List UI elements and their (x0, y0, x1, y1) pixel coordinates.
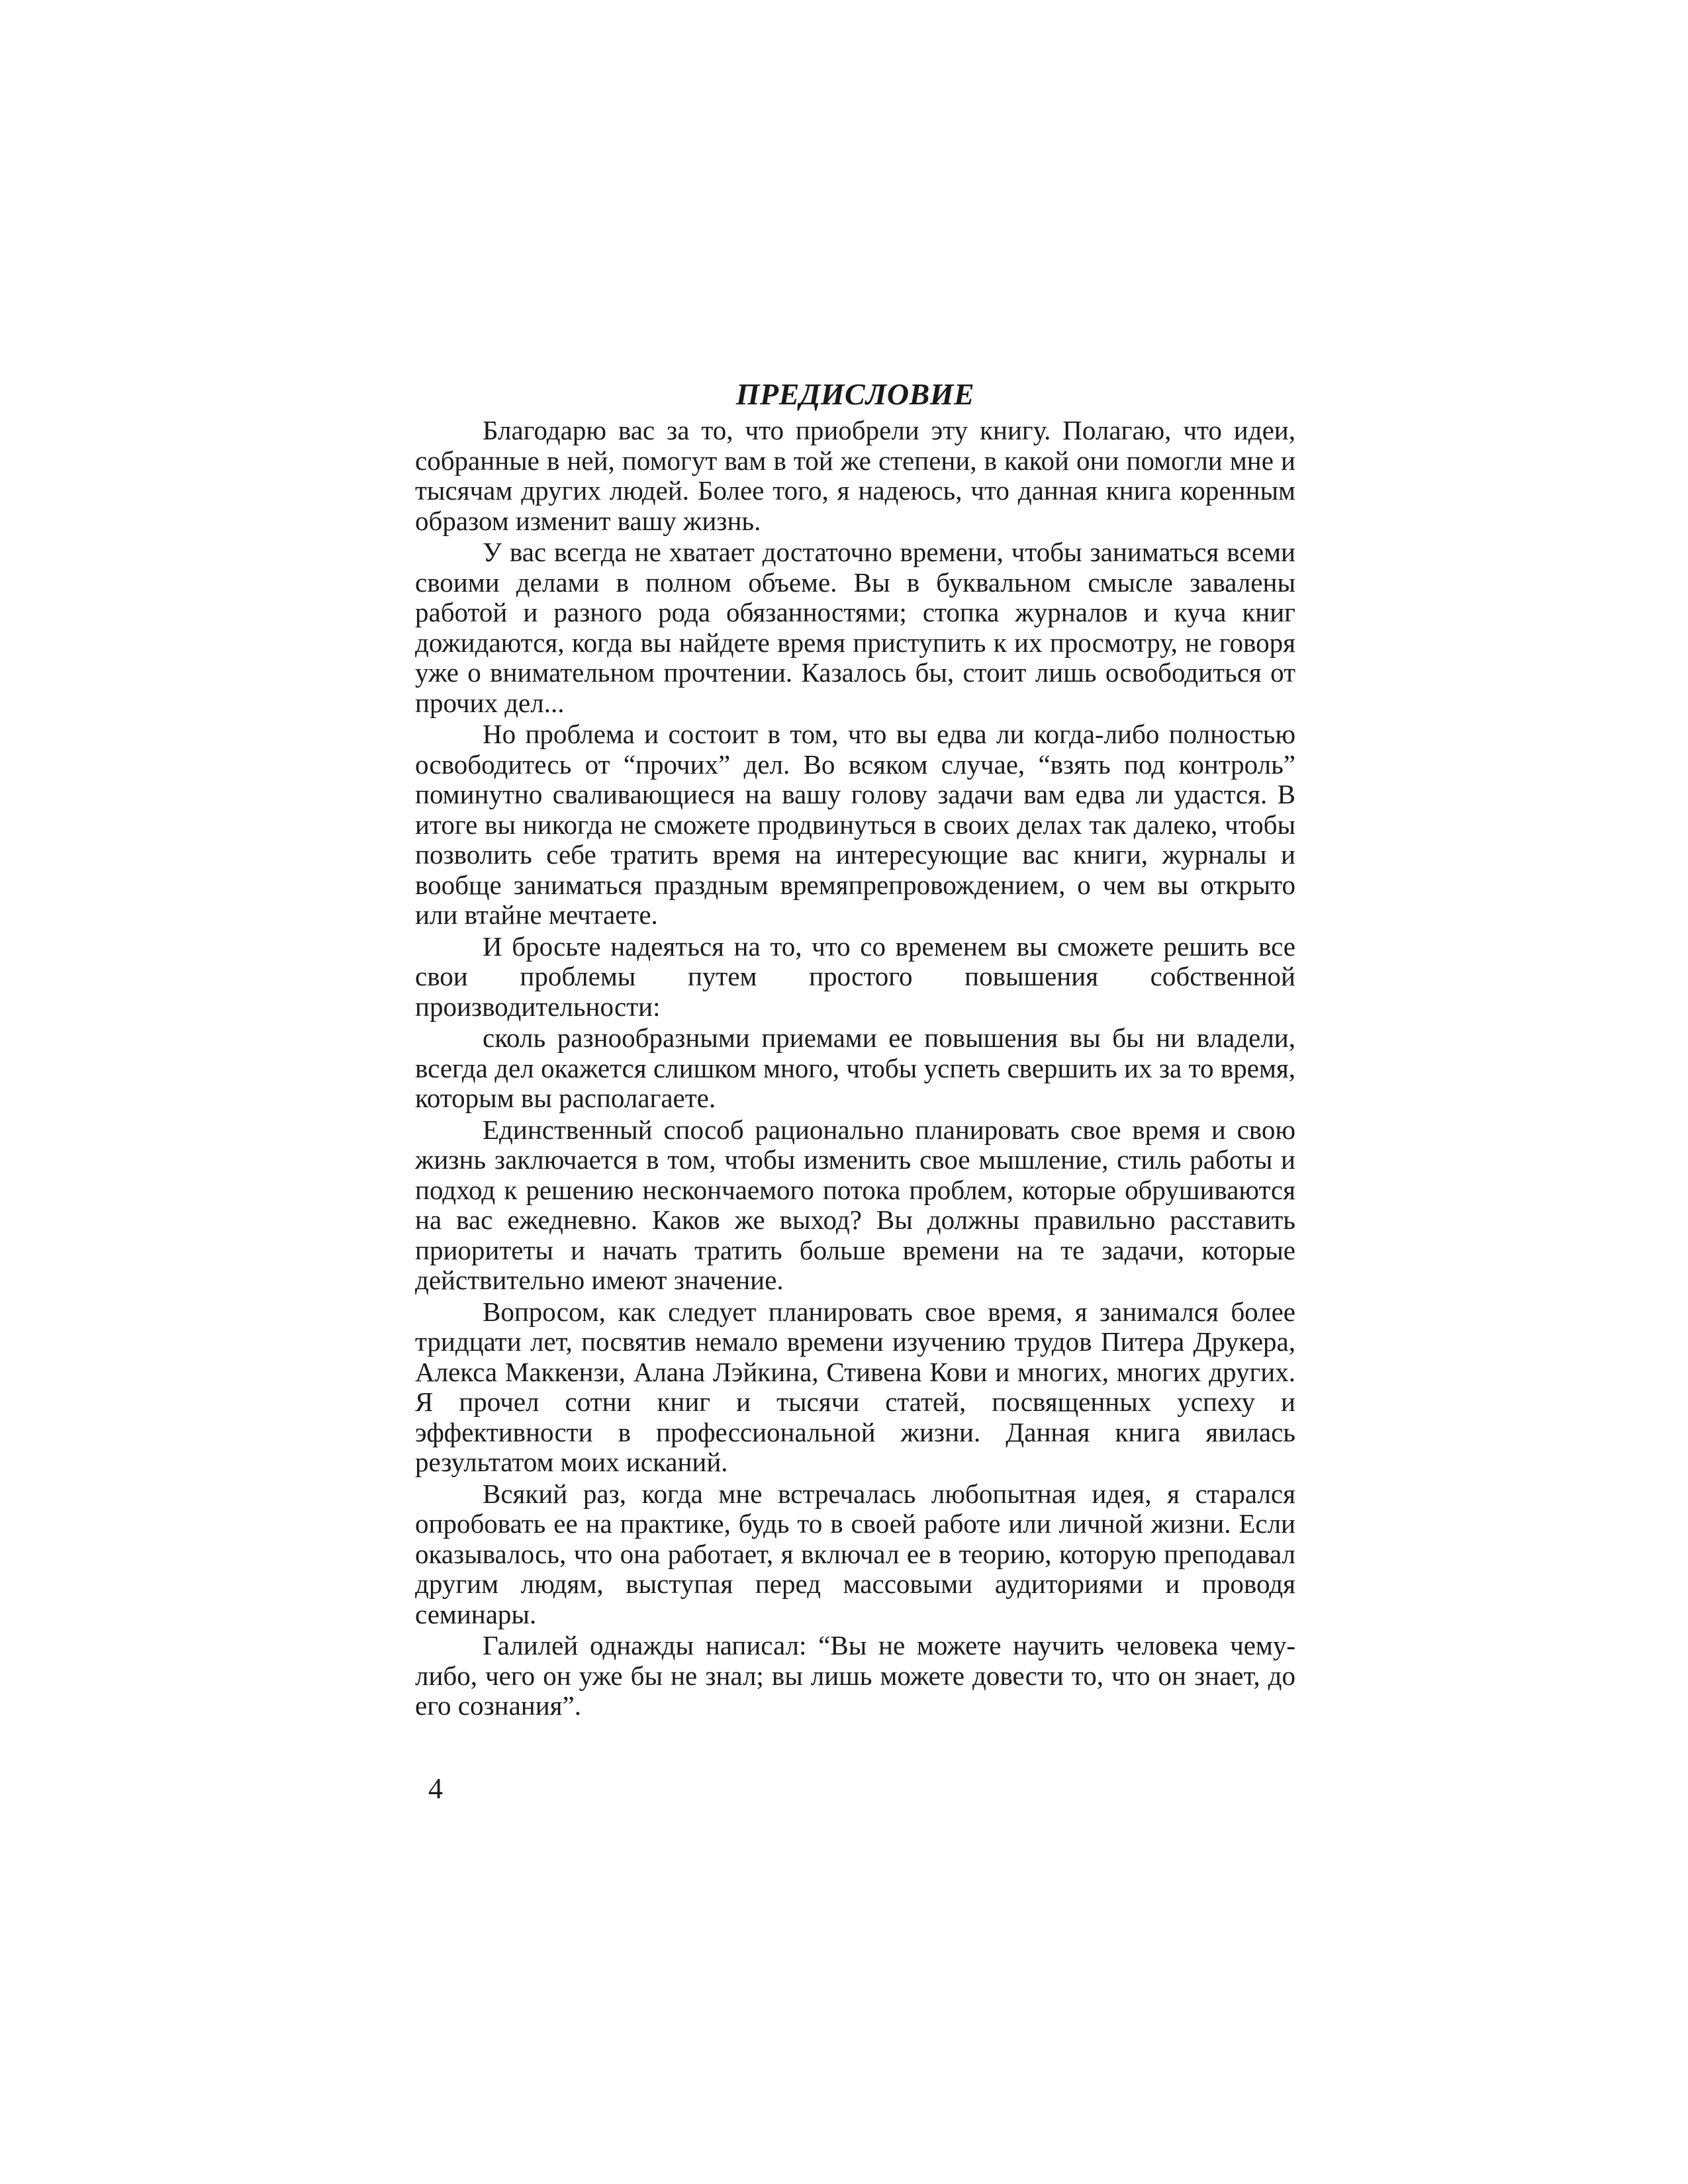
paragraph-5: сколь разнообразными приемами ее повышения вы бы ни владели, всегда дел окажется слишком много, чтобы успеть свершить их за то время, которым вы располагаете. (415, 1023, 1295, 1113)
paragraph-3: Но проблема и состоит в том, что вы едва ли когда-либо полностью освободитесь от “прочих” дел. Во всяком случае, “взять под контроль” поминутно сваливающиеся на вашу голову задачи вам едва ли удастся. В итоге вы никогда не сможете продвинуться в своих делах так далеко, чтобы позволить себе тратить время на интересующие вас книги, журналы и вообще заниматься праздным времяпрепровождением, о чем вы открыто или втайне мечтаете. (415, 719, 1295, 930)
paragraph-2: У вас всегда не хватает достаточно времени, чтобы заниматься всеми своими делами в полном объеме. Вы в буквальном смысле завалены работой и разного рода обязанностями; стопка журналов и куча книг дожидаются, когда вы найдете время приступить к их просмотру, не говоря уже о внимательном прочтении. Казалось бы, стоит лишь освободиться от прочих дел... (415, 537, 1295, 718)
paragraph-7: Вопросом, как следует планировать свое время, я занимался более тридцати лет, посвятив немало времени изучению трудов Питера Друкера, Алекса Маккензи, Алана Лэйкина, Стивена Кови и многих, многих других. Я прочел сотни книг и тысячи статей, посвященных успеху и эффективности в профессиональной жизни. Данная книга явилась результатом моих исканий. (415, 1296, 1295, 1477)
page-content (415, 377, 1295, 1721)
paragraph-9: Галилей однажды написал: “Вы не можете научить человека чему-либо, чего он уже бы не знал; вы лишь можете довести то, что он знает, до его сознания”. (415, 1630, 1295, 1721)
paragraph-1: Благодарю вас за то, что приобрели эту книгу. Полагаю, что идеи, собранные в ней, помогут вам в той же степени, в какой они помогли мне и тысячам других людей. Более того, я надеюсь, что данная книга коренным образом изменит вашу жизнь. (415, 415, 1295, 536)
page-title: ПРЕДИСЛОВИЕ (735, 377, 975, 411)
paragraph-4: И бросьте надеяться на то, что со временем вы сможете решить все свои проблемы путем простого повышения собственной производительности: (415, 931, 1295, 1022)
page-number: 4 (428, 1772, 443, 1805)
paragraph-8: Всякий раз, когда мне встречалась любопытная идея, я старался опробовать ее на практике, будь то в своей работе или личной жизни. Если оказывалось, что она работает, я включал ее в теорию, которую преподавал другим людям, выступая перед массовыми аудиториями и проводя семинары. (415, 1478, 1295, 1629)
paragraph-6: Единственный способ рационально планировать свое время и свою жизнь заключается в том, чтобы изменить свое мышление, стиль работы и подход к решению нескончаемого потока проблем, которые обрушиваются на вас ежедневно. Каков же выход? Вы должны правильно расставить приоритеты и начать тратить больше времени на те задачи, которые действительно имеют значение. (415, 1114, 1295, 1295)
